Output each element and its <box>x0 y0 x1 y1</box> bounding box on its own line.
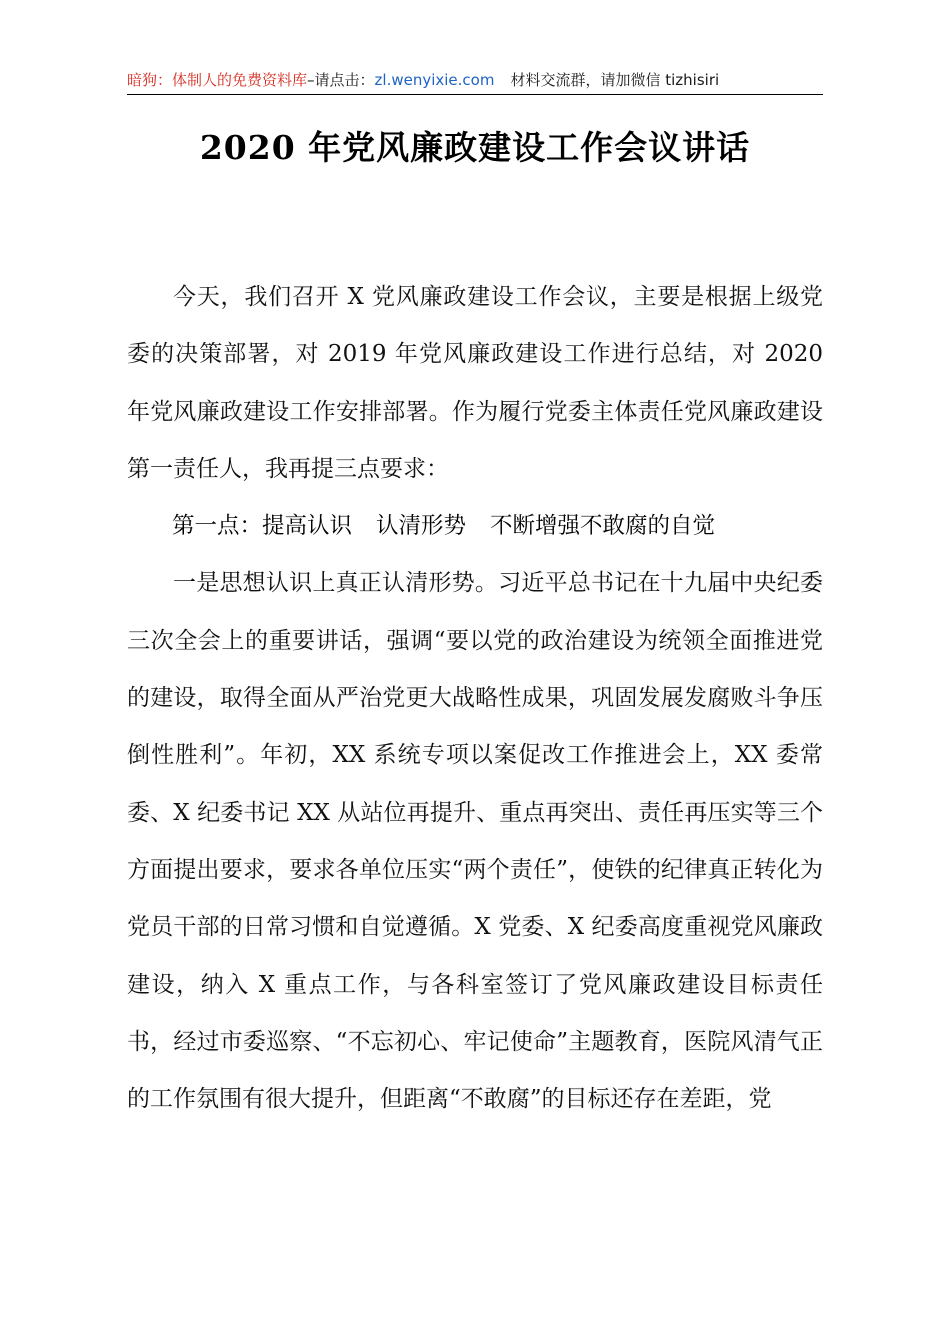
header-promo: 暗狗：体制人的免费资料库 <box>127 71 308 89</box>
document-body <box>127 269 823 1128</box>
section-label: 第一点：提高认识 <box>172 513 353 540</box>
header-contact: 材料交流群，请加微信 tizhisiri <box>510 71 720 89</box>
section-part-3: 不断增强不敢腐的自觉 <box>490 513 716 540</box>
document-title: 2020 年党风廉政建设工作会议讲话 <box>199 128 751 167</box>
section-part-2: 认清形势 <box>376 513 467 540</box>
page-header <box>127 66 823 94</box>
section-heading <box>127 498 823 555</box>
header-divider <box>127 94 823 95</box>
header-prompt: –请点击： <box>307 71 375 89</box>
body-paragraph: 一是思想认识上真正认清形势。习近平总书记在十九届中央纪委三次全会上的重要讲话，强调“要以党的政治建设为统领全面推进党的建设，取得全面从严治党更大战略性成果，巩固发展发腐败斗争压倒性胜利”。年初，XX 系统专项以案促改工作推进会上，XX 委常委、X 纪委书记 XX 从站位再提升、重点再突出、责任再压实等三个方面提出要求，要求各单位压实“两个责任”，使铁的纪律真正转化为党员干部的日常习惯和自觉遵循。X 党委、X 纪委高度重视党风廉政建设，纳入 X 重点工作，与各科室签订了党风廉政建设目标责任书，经过市委巡察、“不忘初心、牢记使命”主题教育，医院风清气正的工作氛围有很大提升，但距离“不敢腐”的目标还存在差距，党 <box>127 570 823 1113</box>
header-link[interactable]: zl.wenyixie.com <box>374 71 495 89</box>
intro-paragraph: 今天，我们召开 X 党风廉政建设工作会议，主要是根据上级党委的决策部署，对 2019 年党风廉政建设工作进行总结，对 2020 年党风廉政建设工作安排部署。作为履行党委主体责任党风廉政建设第一责任人，我再提三点要求： <box>127 284 823 482</box>
